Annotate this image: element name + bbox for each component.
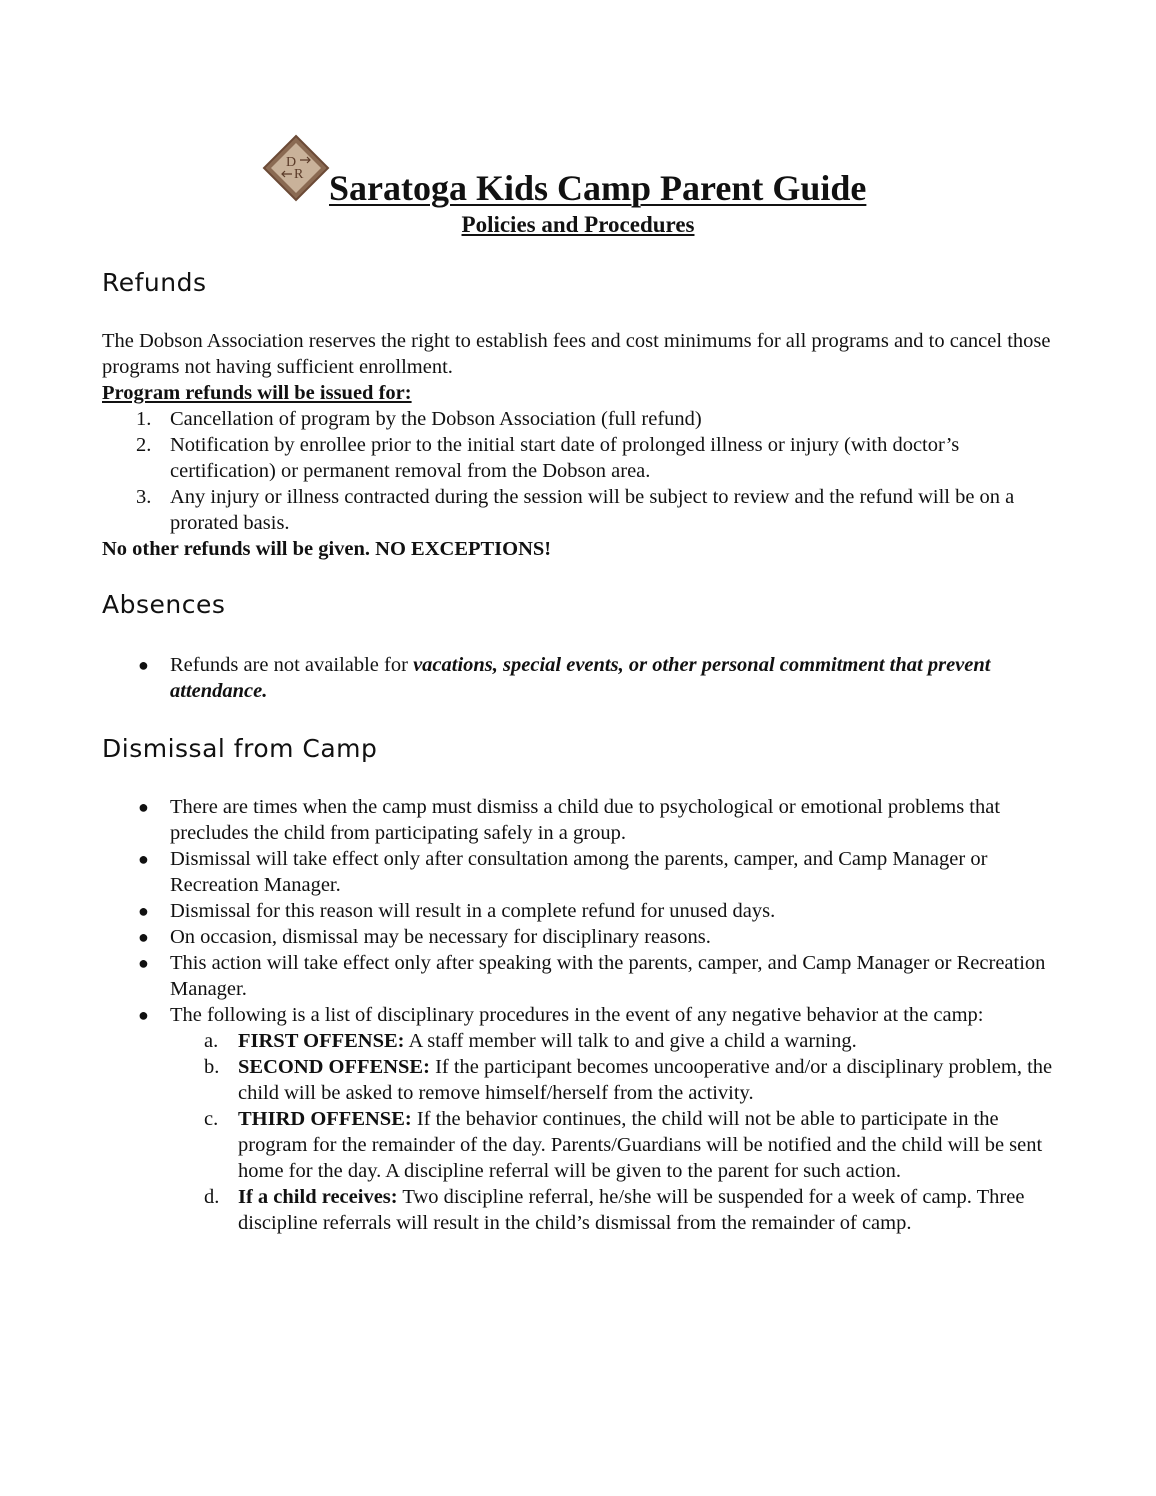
- list-item-text: Dismissal for this reason will result in a complete refund for unused days.: [170, 900, 776, 922]
- procedure-label: FIRST OFFENSE:: [238, 1030, 405, 1052]
- no-refunds-notice: No other refunds will be given. NO EXCEPTIONS!: [102, 538, 552, 560]
- list-number: 1.: [136, 408, 152, 430]
- dr-logo-icon: [262, 134, 330, 202]
- list-letter: a.: [204, 1030, 219, 1052]
- procedure-text: If the behavior continues, the child will not be able to participate in the program for the remainder of the day. Parents/Guardians will be notified and the child will be sent home for the day. A discipline referral will be given to the parent for such action.: [238, 1108, 1043, 1182]
- refunds-intro: The Dobson Association reserves the right to establish fees and cost minimums for all programs and to cancel those programs not having sufficient enrollment.: [102, 330, 1051, 378]
- list-item: [102, 406, 1062, 432]
- procedure-label: SECOND OFFENSE:: [238, 1056, 430, 1078]
- list-item: [102, 484, 1062, 536]
- list-item: [102, 924, 1062, 950]
- procedure-label: If a child receives:: [238, 1186, 398, 1208]
- list-item: [102, 1054, 1062, 1106]
- absences-text: Refunds are not available for: [170, 654, 414, 676]
- list-letter: c.: [204, 1108, 219, 1130]
- list-item: [102, 1184, 1062, 1236]
- list-item-text: There are times when the camp must dismiss a child due to psychological or emotional problems that precludes the child from participating safely in a group.: [170, 796, 1001, 844]
- page-title: Saratoga Kids Camp Parent Guide: [329, 168, 867, 208]
- list-item: [102, 898, 1062, 924]
- absences-emphasis: vacations, special events, or other personal commitment that prevent attendance.: [170, 654, 991, 702]
- page-subtitle: [0, 211, 1156, 239]
- list-item-text: On occasion, dismissal may be necessary for disciplinary reasons.: [170, 926, 711, 948]
- dismissal-list: [102, 794, 1062, 1236]
- procedure-text: Two discipline referral, he/she will be suspended for a week of camp. Three discipline referrals will result in the child’s dismissal from the remainder of camp.: [238, 1186, 1025, 1234]
- bullet-icon: ●: [138, 655, 149, 675]
- bullet-icon: ●: [138, 1005, 149, 1025]
- refunds-list: [102, 406, 1062, 536]
- list-item: [102, 1002, 1062, 1236]
- list-item-text: Notification by enrollee prior to the initial start date of prolonged illness or injury (with doctor’s certification) or permanent removal from the Dobson area.: [170, 434, 960, 482]
- procedure-label: THIRD OFFENSE:: [238, 1108, 412, 1130]
- list-item: [102, 950, 1062, 1002]
- list-item-text: Any injury or illness contracted during the session will be subject to review and the refund will be on a prorated basis.: [170, 486, 1015, 534]
- list-item: [102, 1028, 1062, 1054]
- procedures-intro: The following is a list of disciplinary procedures in the event of any negative behavior at the camp:: [170, 1004, 984, 1026]
- list-letter: b.: [204, 1056, 220, 1078]
- list-letter: d.: [204, 1186, 220, 1208]
- list-number: 2.: [136, 434, 152, 456]
- list-number: 3.: [136, 486, 152, 508]
- dismissal-heading: Dismissal from Camp: [102, 734, 378, 763]
- bullet-icon: ●: [138, 953, 149, 973]
- procedures-list: [102, 1028, 1062, 1236]
- procedure-text: If the participant becomes uncooperative and/or a disciplinary problem, the child will be asked to remove himself/herself from the activity.: [238, 1056, 1053, 1104]
- bullet-icon: ●: [138, 797, 149, 817]
- bullet-icon: ●: [138, 849, 149, 869]
- list-item: [102, 1106, 1062, 1184]
- bullet-icon: ●: [138, 927, 149, 947]
- refunds-heading: Refunds: [102, 268, 207, 297]
- procedure-text: A staff member will talk to and give a child a warning.: [404, 1030, 857, 1052]
- absences-heading: Absences: [102, 590, 226, 619]
- list-item-text: Dismissal will take effect only after consultation among the parents, camper, and Camp Manager or Recreation Manager.: [170, 848, 988, 896]
- list-item-text: Cancellation of program by the Dobson Association (full refund): [170, 408, 702, 430]
- list-item: [102, 794, 1062, 846]
- refunds-issued-label: Program refunds will be issued for:: [102, 382, 412, 404]
- list-item: [102, 652, 1062, 704]
- logo-letter-d: D: [286, 155, 297, 170]
- absences-list: [102, 652, 1062, 704]
- page-subtitle-text: Policies and Procedures: [461, 212, 695, 237]
- list-item-text: This action will take effect only after speaking with the parents, camper, and Camp Manager or Recreation Manager.: [170, 952, 1046, 1000]
- list-item: [102, 846, 1062, 898]
- bullet-icon: ●: [138, 901, 149, 921]
- list-item: [102, 432, 1062, 484]
- logo-letter-r: R: [294, 167, 304, 182]
